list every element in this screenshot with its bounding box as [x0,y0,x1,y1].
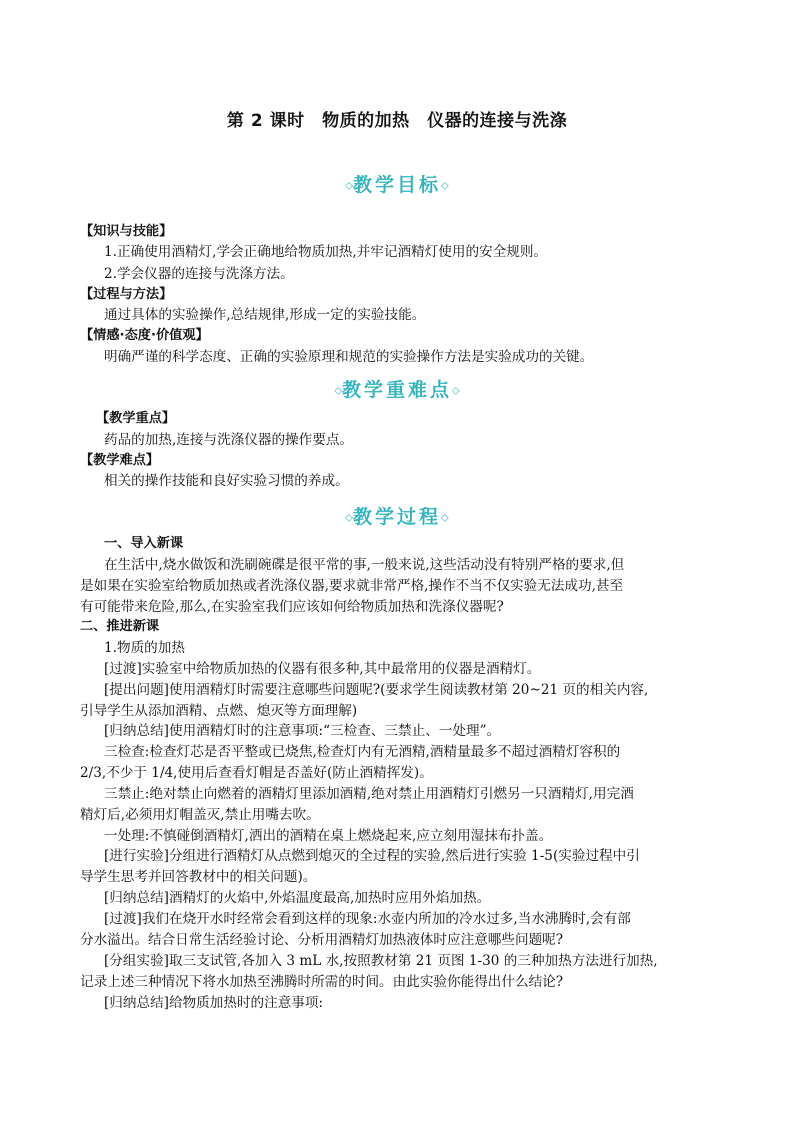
section-heading-keypoints: ◇教学重难点◇ [334,379,460,401]
paragraph-line: 通过具体的实验操作,总结规律,形成一定的实验技能。 [104,307,426,323]
heading-difficulties: 【教学难点】 [80,453,160,468]
paragraph-line: [进行实验]分组进行酒精灯从点燃到熄灭的全过程的实验,然后进行实验 1-5(实验过程中引 [104,848,640,864]
paragraph-line: 导学生思考并回答教材中的相关问题)。 [80,869,317,885]
paragraph-line: 2.学会仪器的连接与洗涤方法。 [104,266,294,282]
paragraph-line: 药品的加热,连接与洗涤仪器的操作要点。 [104,432,354,448]
heading-process-methods: 【过程与方法】 [80,287,173,302]
diamond-icon: ◇ [345,180,353,192]
paragraph-line: 在生活中,烧水做饭和洗刷碗碟是很平常的事,一般来说,这些活动没有特别严格的要求,但 [104,557,625,573]
section-heading-objectives: ◇教学目标◇ [345,174,449,196]
heading-knowledge-skills: 【知识与技能】 [80,224,173,239]
diamond-icon: ◇ [452,385,460,397]
paragraph-line: 是如果在实验室给物质加热或者洗涤仪器,要求就非常严格,操作不当不仅实验无法成功,甚至 [80,578,624,594]
paragraph-line: 相关的操作技能和良好实验习惯的养成。 [104,473,349,489]
diamond-icon: ◇ [441,180,449,192]
paragraph-line: 一处理:不慎碰倒酒精灯,洒出的酒精在桌上燃烧起来,应立刻用湿抹布扑盖。 [104,828,553,844]
diamond-icon: ◇ [441,512,449,524]
paragraph-line: 引导学生从添加酒精、点燃、熄灭等方面理解) [80,703,358,719]
section-heading-process: ◇教学过程◇ [345,506,449,528]
paragraph-line: [过渡]我们在烧开水时经常会看到这样的现象:水壶内所加的冷水过多,当水沸腾时,会有部 [104,911,631,927]
subheading-intro: 一、导入新课 [104,536,184,551]
heading-key-points: 【教学重点】 [96,411,176,426]
diamond-icon: ◇ [345,512,353,524]
paragraph-line: 有可能带来危险,那么,在实验室我们应该如何给物质加热和洗涤仪器呢? [80,599,504,615]
paragraph-line: 分水溢出。结合日常生活经验讨论、分析用酒精灯加热液体时应注意哪些问题呢? [80,932,564,948]
paragraph-line: [过渡]实验室中给物质加热的仪器有很多种,其中最常用的仪器是酒精灯。 [104,661,541,677]
paragraph-line: [提出问题]使用酒精灯时需要注意哪些问题呢?(要求学生阅读教材第 20~21 页的相关内容, [104,682,649,698]
paragraph-line: 明确严谨的科学态度、正确的实验原理和规范的实验操作方法是实验成功的关键。 [104,349,594,365]
heading-emotion-values: 【情感·态度·价值观】 [80,328,209,343]
paragraph-line: 精灯后,必须用灯帽盖灭,禁止用嘴去吹。 [80,807,320,823]
paragraph-line: [归纳总结]使用酒精灯时的注意事项:“三检查、三禁止、一处理”。 [104,723,501,739]
paragraph-line: 三检查:检查灯芯是否平整或已烧焦,检查灯内有无酒精,酒精量最多不超过酒精灯容积的 [104,744,621,760]
paragraph-line: 1.物质的加热 [104,640,185,656]
paragraph-line: [归纳总结]酒精灯的火焰中,外焰温度最高,加热时应用外焰加热。 [104,890,491,906]
subheading-new-lesson: 二、推进新课 [80,619,160,634]
diamond-icon: ◇ [334,385,342,397]
page-title: 第 2 课时 物质的加热 仪器的连接与洗涤 [226,111,568,131]
paragraph-line: 记录上述三种情况下将水加热至沸腾时所需的时间。由此实验你能得出什么结论? [80,974,564,990]
paragraph-line: 2/3,不少于 1/4,使用后查看灯帽是否盖好(防止酒精挥发)。 [80,765,433,781]
paragraph-line: 三禁止:绝对禁止向燃着的酒精灯里添加酒精,绝对禁止用酒精灯引燃另一只酒精灯,用完酒 [104,786,634,802]
paragraph-line: [分组实验]取三支试管,各加入 3 mL 水,按照教材第 21 页图 1-30 的三种加热方法进行加热, [104,953,658,969]
paragraph-line: [归纳总结]给物质加热时的注意事项: [104,995,324,1011]
paragraph-line: 1.正确使用酒精灯,学会正确地给物质加热,并牢记酒精灯使用的安全规则。 [104,244,548,260]
